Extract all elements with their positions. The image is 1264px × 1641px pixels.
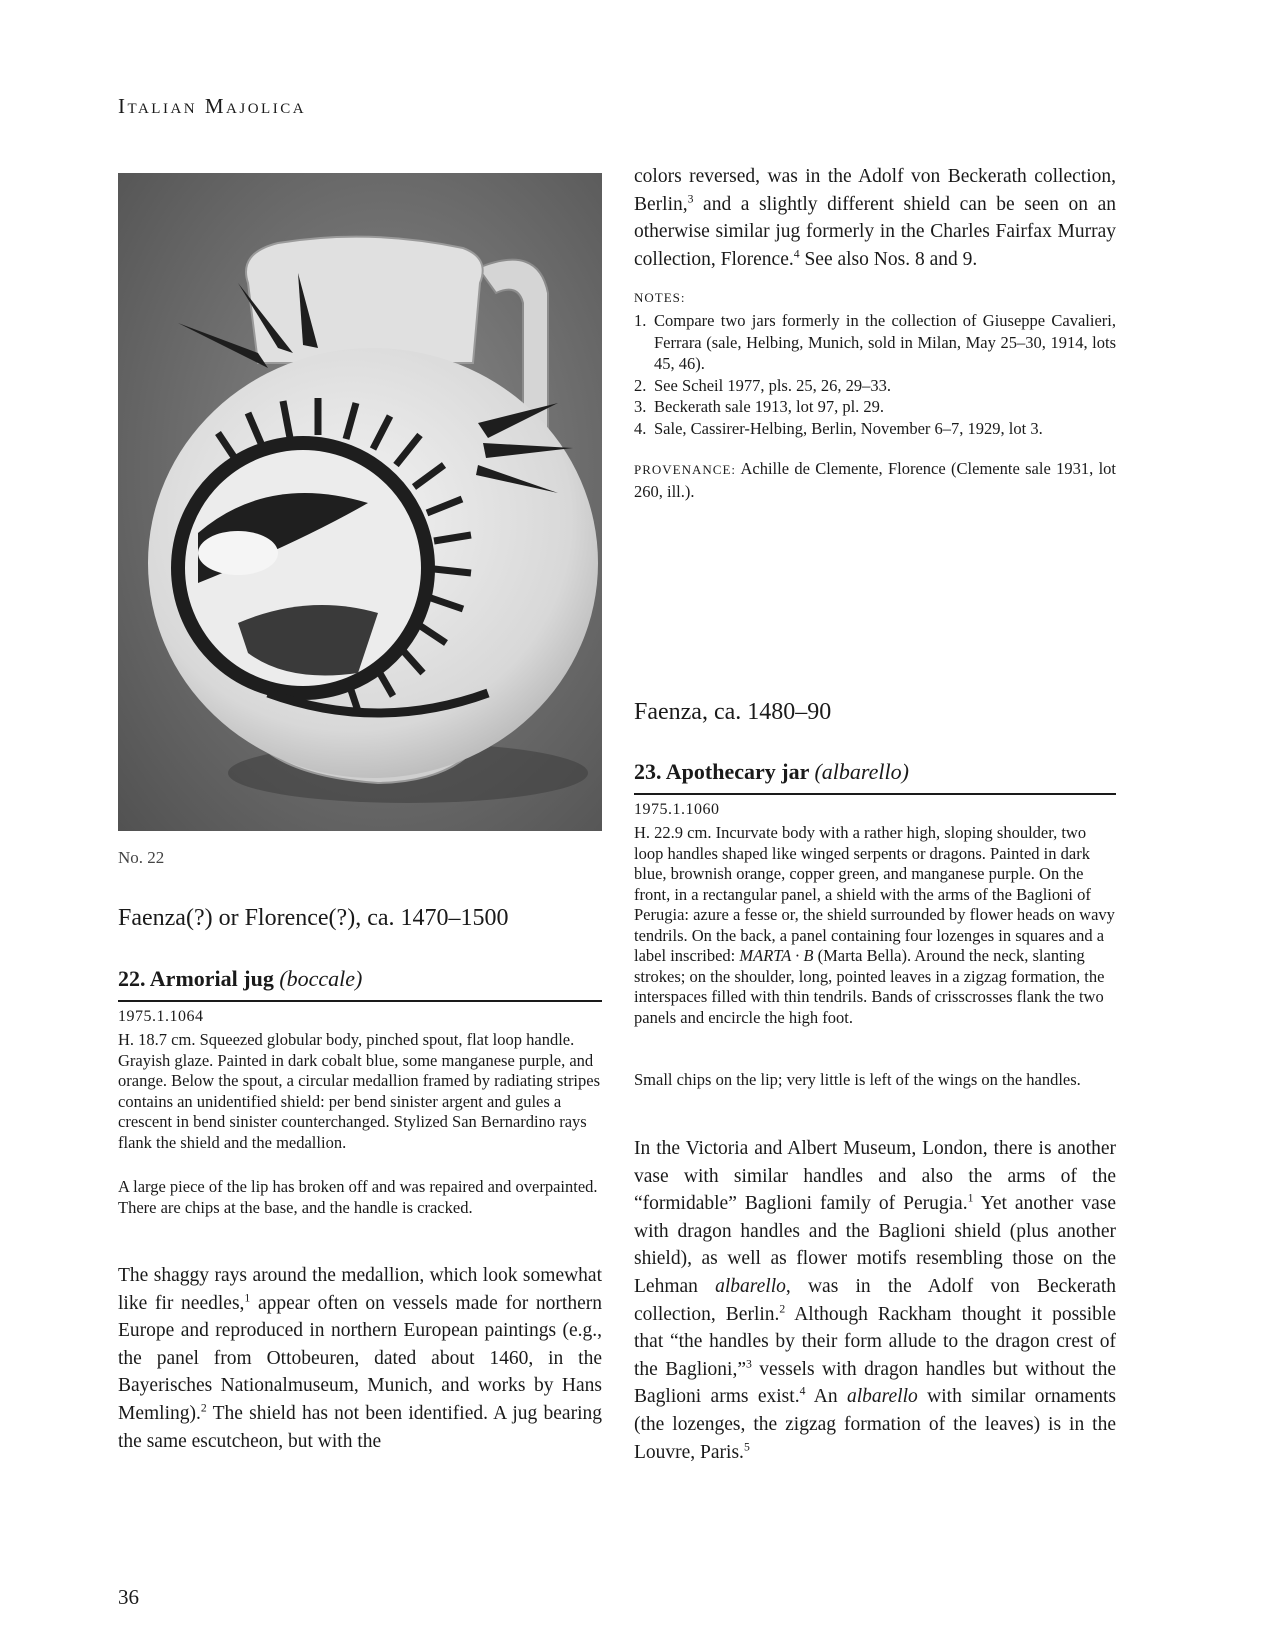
body-text: An bbox=[805, 1386, 847, 1408]
footnote-ref: 3 bbox=[745, 1357, 752, 1371]
note-text: Sale, Cassirer-Helbing, Berlin, November 6–7, 1929, lot 3. bbox=[654, 418, 1043, 438]
entry23-title-text: Apothecary jar bbox=[665, 759, 809, 784]
description-text: H. 22.9 cm. Incurvate body with a rather high, sloping shoulder, two loop handles shaped like winged serpents or dragons. Painted in dark blue, brownish orange, copper green, and manganese purple. On the front, in a rectangular panel, a shield with the arms of the Baglioni of Perugia: azure a fesse or, the shield surrounded by flower heads on wavy tendrils. On the back, a panel containing four lozenges in squares and a label inscribed: bbox=[634, 823, 1115, 965]
footnote-ref: 2 bbox=[779, 1302, 786, 1316]
page-number: 36 bbox=[118, 1585, 139, 1609]
entry22-rule bbox=[118, 1000, 602, 1002]
body-text: and a slightly different shield can be seen on an otherwise similar jug formerly in the Charles Fairfax Murray collection, Florence. bbox=[634, 193, 1116, 270]
notes-list bbox=[634, 310, 1116, 439]
body-text: In the Victoria and Albert Museum, London, there is another vase with similar handles and also the arms of the “formidable” Baglioni family of Perugia. bbox=[634, 1138, 1116, 1215]
italic-term: albarello bbox=[715, 1275, 786, 1297]
entry23-title bbox=[634, 759, 1116, 785]
body-text: vessels with dragon handles but without the Baglioni arms exist. bbox=[634, 1358, 1116, 1408]
provenance bbox=[634, 458, 1116, 503]
entry23-body bbox=[634, 1135, 1116, 1466]
italic-term: albarello bbox=[846, 1386, 918, 1408]
footnote-ref: 3 bbox=[687, 192, 694, 206]
footnote-ref: 1 bbox=[244, 1291, 251, 1305]
entry22-origin: Faenza(?) or Florence(?), ca. 1470–1500 bbox=[118, 905, 509, 931]
entry22-continuation bbox=[634, 163, 1116, 273]
entry23-description bbox=[634, 823, 1116, 1028]
entry23-condition: Small chips on the lip; very little is left of the wings on the handles. bbox=[634, 1070, 1081, 1089]
entry22-accession: 1975.1.1064 bbox=[118, 1008, 204, 1025]
entry22-description: H. 18.7 cm. Squeezed globular body, pinched spout, flat loop handle. Grayish glaze. Painted in dark cobalt blue, some manganese purple, and orange. Below the spout, a circular medallion framed by radiating stripes contains an unidentified shield: per bend sinister argent and gules a crescent in bend sinister counterchanged. Stylized San Bernardino rays flank the shield and the medallion. bbox=[118, 1030, 601, 1152]
entry22-body bbox=[118, 1262, 602, 1455]
entry22-number: 22. bbox=[118, 966, 146, 991]
body-text: Yet another vase with dragon handles and the Baglioni shield (plus another shield), as well as flower motifs resembling those on the Lehman bbox=[634, 1193, 1116, 1297]
body-text: colors reversed, was in the Adolf von Beckerath collection, Berlin, bbox=[634, 166, 1116, 215]
note-text: Compare two jars formerly in the collection of Giuseppe Cavalieri, Ferrara (sale, Helbing, Munich, sold in Milan, May 25–30, 1914, lots 45, 46). bbox=[654, 311, 1116, 373]
jug-illustration bbox=[118, 173, 602, 831]
note-number: 4. bbox=[634, 418, 647, 438]
photo-caption: No. 22 bbox=[118, 848, 165, 867]
armorial-jug-photograph bbox=[118, 173, 602, 831]
entry22-title bbox=[118, 966, 602, 992]
running-head: Italian Majolica bbox=[118, 94, 307, 118]
entry23-number: 23. bbox=[634, 759, 662, 784]
note-item bbox=[634, 396, 1116, 418]
entry22-title-text: Armorial jug bbox=[149, 966, 274, 991]
inscription: MARTA · B bbox=[739, 946, 814, 965]
entry22-condition: A large piece of the lip has broken off and was repaired and overpainted. There are chips at the base, and the handle is cracked. bbox=[118, 1177, 598, 1217]
body-text: The shield has not been identified. A jug bearing the same escutcheon, but with the bbox=[118, 1402, 602, 1452]
notes-label: NOTES: bbox=[634, 290, 686, 305]
note-text: See Scheil 1977, pls. 25, 26, 29–33. bbox=[654, 375, 891, 395]
description-text: (Marta Bella). Around the neck, slanting strokes; on the shoulder, long, pointed leaves in a zigzag formation, the interspaces filled with thin tendrils. Bands of crisscrosses flank the two panels and encircle the high foot. bbox=[634, 946, 1105, 1027]
note-number: 3. bbox=[634, 397, 647, 416]
note-number: 2. bbox=[634, 375, 647, 395]
body-text: Although Rackham thought it possible that “the handles by their form allude to the dragon crest of the Baglioni,” bbox=[634, 1303, 1116, 1380]
entry23-title-italic: (albarello) bbox=[814, 759, 909, 784]
provenance-text: Achille de Clemente, Florence (Clemente sale 1931, lot 260, ill.). bbox=[634, 459, 1116, 501]
entry23-origin: Faenza, ca. 1480–90 bbox=[634, 699, 832, 725]
footnote-ref: 4 bbox=[799, 1384, 806, 1398]
note-item bbox=[634, 418, 1116, 440]
body-text: The shaggy rays around the medallion, which look somewhat like fir needles, bbox=[118, 1265, 602, 1314]
body-text: with similar ornaments (the lozenges, the zigzag formation of the leaves) is in the Louvre, Paris. bbox=[634, 1386, 1116, 1463]
footnote-ref: 1 bbox=[967, 1191, 974, 1205]
entry23-rule bbox=[634, 793, 1116, 795]
provenance-label: PROVENANCE: bbox=[634, 462, 737, 477]
footnote-ref: 5 bbox=[743, 1440, 750, 1454]
body-text: , was in the Adolf von Beckerath collection, Berlin. bbox=[634, 1275, 1116, 1325]
note-item bbox=[634, 375, 1116, 397]
note-text: Beckerath sale 1913, lot 97, pl. 29. bbox=[654, 397, 885, 416]
body-text: See also Nos. 8 and 9. bbox=[799, 248, 978, 270]
entry23-accession: 1975.1.1060 bbox=[634, 801, 720, 818]
body-text: appear often on vessels made for northern Europe and reproduced in northern European paintings (e.g., the panel from Ottobeuren, dated about 1460, in the Bayerisches Nationalmuseum, Munich, and works by Hans Memling). bbox=[118, 1292, 602, 1424]
note-number: 1. bbox=[634, 311, 647, 330]
footnote-ref: 4 bbox=[793, 247, 800, 261]
footnote-ref: 2 bbox=[200, 1401, 207, 1415]
entry22-title-italic: (boccale) bbox=[279, 966, 363, 991]
note-item bbox=[634, 310, 1116, 375]
